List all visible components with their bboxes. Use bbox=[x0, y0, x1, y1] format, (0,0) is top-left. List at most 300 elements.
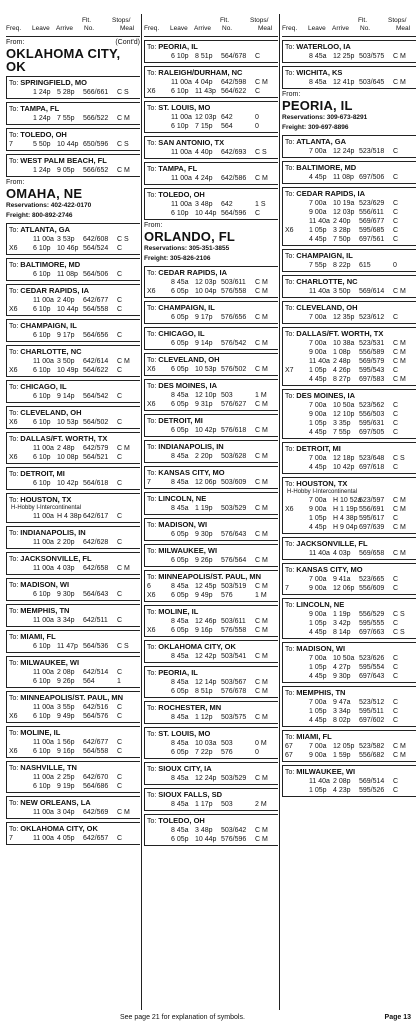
frequency: X6 bbox=[9, 454, 18, 461]
stops-meal: C bbox=[393, 655, 399, 662]
flight-row bbox=[9, 479, 140, 488]
frequency: X6 bbox=[147, 366, 156, 373]
header-arrive: Arrive bbox=[194, 25, 211, 32]
arrival-time: 4 04p bbox=[195, 79, 213, 86]
to-prefix: To: bbox=[285, 481, 297, 488]
frequency: 67 bbox=[285, 752, 293, 759]
flight-row bbox=[9, 418, 140, 427]
destination-block bbox=[144, 266, 278, 298]
flight-row bbox=[285, 52, 416, 61]
flight-number: 642/693 bbox=[221, 149, 247, 156]
stops-meal: C M bbox=[117, 809, 130, 816]
destination-name bbox=[9, 728, 140, 738]
departure-time: 11 00a bbox=[33, 669, 54, 676]
arrival-time: H 9 04p bbox=[333, 524, 358, 531]
stops-meal: C bbox=[255, 53, 261, 60]
destination-city: MOLINE, IL bbox=[158, 607, 199, 616]
destination-city: MEMPHIS, TN bbox=[296, 688, 346, 697]
stops-meal: C bbox=[393, 464, 399, 471]
destination-name bbox=[9, 225, 140, 235]
destination-block bbox=[6, 822, 140, 845]
arrival-time: 1 12p bbox=[195, 714, 213, 721]
flight-row bbox=[285, 313, 416, 322]
flight-number: 523/518 bbox=[359, 148, 385, 155]
flight-row bbox=[285, 463, 416, 472]
flight-number: 503/575 bbox=[359, 53, 385, 60]
stops-meal: C S bbox=[393, 455, 405, 462]
flight-number: 566/522 bbox=[83, 115, 109, 122]
flight-row bbox=[285, 672, 416, 681]
origin-city-block bbox=[144, 222, 278, 263]
destination-block bbox=[282, 389, 416, 439]
stops-meal: 1 M bbox=[255, 392, 267, 399]
destination-name bbox=[9, 606, 140, 616]
destination-name bbox=[9, 495, 140, 505]
frequency: X6 bbox=[9, 306, 18, 313]
arrival-time: 4 26p bbox=[333, 367, 351, 374]
flight-number: 595/685 bbox=[359, 227, 385, 234]
destination-block bbox=[282, 249, 416, 272]
flight-row bbox=[285, 217, 416, 226]
to-prefix: To: bbox=[9, 497, 21, 504]
flight-number: 576 bbox=[221, 592, 233, 599]
destination-block bbox=[6, 552, 140, 575]
stops-meal: C bbox=[117, 774, 123, 781]
destination-name bbox=[285, 600, 416, 610]
departure-time: 9 00a bbox=[309, 611, 327, 618]
arrival-time: 2 40p bbox=[333, 218, 351, 225]
destination-city: SIOUX CITY, IA bbox=[158, 764, 212, 773]
contact-line: Freight: 309-697-8896 bbox=[282, 124, 349, 131]
stops-meal: 0 bbox=[255, 123, 259, 130]
frequency: X6 bbox=[285, 506, 294, 513]
to-prefix: To: bbox=[9, 471, 21, 478]
flight-row bbox=[9, 747, 140, 756]
flight-number: 556/611 bbox=[359, 209, 384, 216]
destination-block bbox=[6, 380, 140, 403]
flight-row bbox=[9, 392, 140, 401]
destination-block bbox=[144, 762, 278, 785]
destination-name bbox=[9, 693, 140, 703]
destination-name bbox=[285, 732, 416, 742]
stops-meal: C bbox=[117, 419, 123, 426]
flight-row bbox=[147, 826, 278, 835]
destination-city: CHAMPAIGN, IL bbox=[20, 321, 77, 330]
arrival-time: 12 24p bbox=[195, 775, 217, 782]
flight-number: 523/648 bbox=[359, 455, 385, 462]
flight-row bbox=[147, 287, 278, 296]
stops-meal: C bbox=[393, 778, 399, 785]
flight-row bbox=[9, 538, 140, 547]
airport-note: H-Hobby I-Intercontinental bbox=[287, 489, 358, 495]
to-prefix: To: bbox=[285, 567, 297, 574]
to-prefix: To: bbox=[285, 331, 297, 338]
destination-block bbox=[144, 570, 278, 602]
flight-number: 523/665 bbox=[359, 576, 385, 583]
arrival-time: 11 08p bbox=[57, 271, 78, 278]
header-flt: Flt. bbox=[82, 17, 92, 24]
stops-meal: C bbox=[393, 411, 399, 418]
arrival-time: 9 16p bbox=[195, 627, 213, 634]
departure-time: 6 10p bbox=[33, 480, 51, 487]
departure-time: 1 05p bbox=[309, 664, 327, 671]
destination-block bbox=[6, 102, 140, 125]
destination-city: HOUSTON, TX bbox=[20, 495, 72, 504]
arrival-time: 4 03p bbox=[57, 565, 75, 572]
flight-number: 564/622 bbox=[83, 367, 109, 374]
frequency: X6 bbox=[9, 419, 18, 426]
destination-name bbox=[285, 644, 416, 654]
departure-time: 7 00a bbox=[309, 200, 327, 207]
destination-city: DALLAS/FT. WORTH, TX bbox=[296, 329, 384, 338]
contact-line: Reservations: 402-422-0170 bbox=[6, 202, 92, 209]
destination-name bbox=[9, 408, 140, 418]
to-prefix: To: bbox=[9, 80, 21, 87]
flight-number: 564/536 bbox=[83, 643, 109, 650]
to-prefix: To: bbox=[285, 139, 297, 146]
destination-name bbox=[147, 303, 278, 313]
stops-meal: C bbox=[393, 218, 399, 225]
to-prefix: To: bbox=[285, 393, 297, 400]
flight-number: 569/514 bbox=[359, 778, 385, 785]
flight-number: 697/505 bbox=[359, 429, 385, 436]
arrival-time: 4 05p bbox=[57, 835, 75, 842]
flight-number: 569/677 bbox=[359, 218, 385, 225]
departure-time: 7 00a bbox=[309, 699, 327, 706]
destination-block bbox=[144, 66, 278, 98]
destination-block bbox=[6, 691, 140, 723]
stops-meal: 0 bbox=[255, 114, 259, 121]
flight-row bbox=[147, 339, 278, 348]
destination-block bbox=[144, 788, 278, 811]
destination-name bbox=[9, 78, 140, 88]
frequency: X6 bbox=[285, 227, 294, 234]
stops-meal: 1 bbox=[117, 678, 121, 685]
arrival-time: 12 35p bbox=[333, 314, 355, 321]
flight-number: 576/558 bbox=[221, 288, 247, 295]
flight-row bbox=[285, 357, 416, 366]
destination-name bbox=[285, 329, 416, 339]
arrival-time: 10 53p bbox=[195, 366, 217, 373]
destination-city: TAMPA, FL bbox=[158, 164, 198, 173]
stops-meal: C bbox=[393, 585, 399, 592]
destination-name bbox=[147, 468, 278, 478]
to-prefix: To: bbox=[9, 323, 21, 330]
flight-number: 556/682 bbox=[359, 752, 385, 759]
column-3 bbox=[282, 14, 416, 1012]
to-prefix: To: bbox=[147, 548, 159, 555]
stops-meal: C bbox=[117, 783, 123, 790]
departure-time: 7 55p bbox=[309, 262, 327, 269]
destination-city: WATERLOO, IA bbox=[296, 42, 351, 51]
destination-block bbox=[282, 477, 416, 534]
arrival-time: 12 25p bbox=[333, 53, 355, 60]
column-divider bbox=[141, 14, 142, 1010]
destination-block bbox=[6, 578, 140, 601]
destination-name bbox=[147, 164, 278, 174]
departure-time: 6 10p bbox=[33, 713, 51, 720]
header-flt: Flt. bbox=[220, 17, 230, 24]
to-prefix: To: bbox=[285, 279, 297, 286]
destination-block bbox=[6, 319, 140, 342]
flight-row bbox=[147, 591, 278, 600]
to-prefix: To: bbox=[9, 556, 21, 563]
flight-number: 642/516 bbox=[83, 704, 109, 711]
stops-meal: C bbox=[117, 297, 123, 304]
departure-time: 6 10p bbox=[33, 643, 51, 650]
arrival-time: 10 44p bbox=[195, 210, 217, 217]
stops-meal: 1 S bbox=[255, 201, 266, 208]
from-label-row bbox=[144, 222, 278, 229]
flight-number: 569/579 bbox=[359, 358, 385, 365]
arrival-time: 10 42p bbox=[333, 464, 355, 471]
destination-city: KANSAS CITY, MO bbox=[296, 565, 363, 574]
departure-time: 7 00a bbox=[309, 314, 327, 321]
stops-meal: C bbox=[393, 209, 399, 216]
destination-block bbox=[144, 492, 278, 515]
departure-time: 8 45a bbox=[171, 279, 189, 286]
flight-row bbox=[9, 590, 140, 599]
to-prefix: To: bbox=[147, 70, 159, 77]
column-header bbox=[282, 14, 416, 37]
flight-row bbox=[9, 357, 140, 366]
destination-block bbox=[282, 730, 416, 762]
flight-number: 564/678 bbox=[221, 53, 247, 60]
destination-city: MADISON, WI bbox=[20, 580, 70, 589]
origin-city-block bbox=[6, 179, 140, 220]
stops-meal: C S bbox=[393, 611, 405, 618]
destination-name bbox=[285, 391, 416, 401]
departure-time: 1 05p bbox=[309, 227, 327, 234]
flight-number: 576/618 bbox=[221, 427, 247, 434]
stops-meal: C M bbox=[255, 618, 268, 625]
destination-name bbox=[9, 321, 140, 331]
stops-meal: 1 M bbox=[255, 592, 267, 599]
frequency: 7 bbox=[9, 835, 13, 842]
flight-number: 595/554 bbox=[359, 664, 385, 671]
departure-time: 6 10p bbox=[33, 393, 51, 400]
flight-number: 642/511 bbox=[83, 617, 108, 624]
from-label-row bbox=[6, 39, 140, 46]
departure-time: 11 00a bbox=[33, 358, 54, 365]
arrival-time: 10 44p bbox=[57, 141, 79, 148]
stops-meal: C M bbox=[117, 445, 130, 452]
stops-meal: C M bbox=[255, 688, 268, 695]
flight-row bbox=[9, 738, 140, 747]
flight-number: 564/622 bbox=[221, 88, 247, 95]
stops-meal: C M bbox=[255, 775, 268, 782]
destination-city: LINCOLN, NE bbox=[296, 600, 345, 609]
arrival-time: 9 05p bbox=[57, 167, 75, 174]
destination-name bbox=[147, 764, 278, 774]
to-prefix: To: bbox=[285, 769, 297, 776]
arrival-time: 10 50a bbox=[333, 402, 355, 409]
arrival-time: 12 06p bbox=[333, 585, 355, 592]
flight-number: 697/639 bbox=[359, 524, 385, 531]
flight-row bbox=[147, 452, 278, 461]
departure-time: 6 10p bbox=[33, 271, 51, 278]
flight-row bbox=[285, 366, 416, 375]
flight-number: 697/583 bbox=[359, 376, 385, 383]
flight-row bbox=[285, 654, 416, 663]
flight-number: 564/558 bbox=[83, 748, 109, 755]
stops-meal: C M bbox=[255, 279, 268, 286]
flight-row bbox=[285, 348, 416, 357]
flight-number: 564/576 bbox=[83, 713, 109, 720]
destination-name bbox=[285, 251, 416, 261]
flight-row bbox=[285, 226, 416, 235]
destination-name bbox=[9, 469, 140, 479]
departure-time: 11 40a bbox=[309, 778, 330, 785]
stops-meal: C M bbox=[255, 79, 268, 86]
stops-meal: 0 bbox=[393, 262, 397, 269]
departure-time: 11 00a bbox=[33, 513, 54, 520]
arrival-time: 2 40p bbox=[57, 297, 75, 304]
arrival-time: 10 42p bbox=[57, 480, 79, 487]
to-prefix: To: bbox=[9, 349, 21, 356]
arrival-time: 9 26p bbox=[195, 557, 213, 564]
arrival-time: 2 25p bbox=[57, 774, 75, 781]
header-no: No. bbox=[222, 25, 233, 32]
destination-block bbox=[6, 154, 140, 177]
arrival-time: 1 17p bbox=[195, 801, 213, 808]
destination-block bbox=[6, 76, 140, 99]
flight-number: 503/529 bbox=[221, 505, 247, 512]
departure-time: 7 00a bbox=[309, 576, 327, 583]
destination-name bbox=[147, 190, 278, 200]
stops-meal: C M bbox=[393, 752, 406, 759]
flight-row bbox=[9, 668, 140, 677]
destination-city: WICHITA, KS bbox=[296, 68, 343, 77]
destination-name bbox=[147, 494, 278, 504]
destination-name bbox=[147, 355, 278, 365]
destination-city: CLEVELAND, OH bbox=[20, 408, 82, 417]
flight-row bbox=[285, 208, 416, 217]
flight-row bbox=[147, 209, 278, 218]
frequency: X6 bbox=[147, 88, 156, 95]
destination-block bbox=[144, 544, 278, 567]
departure-time: 11 00a bbox=[33, 704, 54, 711]
arrival-time: 11 43p bbox=[195, 88, 216, 95]
arrival-time: 10 50a bbox=[333, 655, 355, 662]
departure-time: 7 00a bbox=[309, 655, 327, 662]
destination-name bbox=[147, 442, 278, 452]
to-prefix: To: bbox=[285, 305, 297, 312]
frequency: X6 bbox=[147, 401, 156, 408]
destination-city: CHICAGO, IL bbox=[20, 382, 67, 391]
to-prefix: To: bbox=[9, 132, 21, 139]
destination-name bbox=[147, 729, 278, 739]
arrival-time: 10 44p bbox=[195, 836, 217, 843]
flight-number: 697/506 bbox=[359, 174, 385, 181]
arrival-time: 10 49p bbox=[57, 367, 79, 374]
to-prefix: To: bbox=[147, 609, 159, 616]
flight-number: 564/542 bbox=[83, 393, 109, 400]
destination-city: MINNEAPOLIS/ST. PAUL, MN bbox=[158, 572, 262, 581]
arrival-time: 1 59p bbox=[333, 752, 351, 759]
destination-name bbox=[147, 42, 278, 52]
destination-city: ATLANTA, GA bbox=[296, 137, 347, 146]
destination-name bbox=[9, 434, 140, 444]
flight-row bbox=[147, 313, 278, 322]
flight-number: 503/611 bbox=[221, 279, 246, 286]
departure-time: 11 00a bbox=[171, 201, 192, 208]
arrival-time: 3 48p bbox=[195, 201, 213, 208]
to-prefix: To: bbox=[147, 792, 159, 799]
arrival-time: 7 55p bbox=[57, 115, 75, 122]
to-prefix: To: bbox=[9, 800, 21, 807]
stops-meal: C M bbox=[255, 340, 268, 347]
flight-number: 697/643 bbox=[359, 673, 385, 680]
to-prefix: To: bbox=[147, 357, 159, 364]
flight-row bbox=[285, 628, 416, 637]
stops-meal: C M bbox=[255, 366, 268, 373]
departure-time: 6 10p bbox=[33, 591, 51, 598]
departure-time: 11 00a bbox=[33, 539, 54, 546]
departure-time: 11 00a bbox=[33, 617, 54, 624]
destination-city: DETROIT, MI bbox=[20, 469, 65, 478]
destination-block bbox=[144, 518, 278, 541]
destination-city: CHICAGO, IL bbox=[158, 329, 205, 338]
departure-time: 8 45a bbox=[171, 827, 189, 834]
destination-city: MILWAUKEE, WI bbox=[20, 658, 80, 667]
stops-meal: 0 bbox=[255, 749, 259, 756]
destination-name bbox=[147, 520, 278, 530]
flight-number: 642/586 bbox=[221, 175, 247, 182]
departure-time: 8 45a bbox=[171, 479, 189, 486]
destination-city: KANSAS CITY, MO bbox=[158, 468, 225, 477]
flight-number: 556/691 bbox=[359, 506, 385, 513]
destination-city: MADISON, WI bbox=[296, 644, 346, 653]
arrival-time: 3 50p bbox=[333, 288, 351, 295]
to-prefix: To: bbox=[147, 105, 159, 112]
departure-time: 9 00a bbox=[309, 752, 327, 759]
stops-meal: C M bbox=[255, 627, 268, 634]
flight-number: 503 bbox=[221, 801, 233, 808]
stops-meal: C bbox=[393, 314, 399, 321]
page-number: Page 13 bbox=[384, 1014, 411, 1021]
flight-number: 642 bbox=[221, 201, 233, 208]
flight-row bbox=[147, 748, 278, 757]
flight-row bbox=[147, 800, 278, 809]
flight-number: 556/589 bbox=[359, 349, 385, 356]
to-prefix: To: bbox=[9, 608, 21, 615]
to-prefix: To: bbox=[285, 446, 297, 453]
destination-city: MINNEAPOLIS/ST. PAUL, MN bbox=[20, 693, 124, 702]
flight-row bbox=[9, 616, 140, 625]
destination-city: OKLAHOMA CITY, OK bbox=[20, 824, 98, 833]
arrival-time: H 1 19p bbox=[333, 506, 358, 513]
stops-meal: C M bbox=[393, 506, 406, 513]
stops-meal: C bbox=[117, 713, 123, 720]
flight-number: 576 bbox=[221, 749, 233, 756]
to-prefix: To: bbox=[9, 634, 21, 641]
flight-row bbox=[9, 453, 140, 462]
stops-meal: C M bbox=[255, 453, 268, 460]
flight-number: 642/617 bbox=[83, 513, 109, 520]
flight-number: 595/631 bbox=[359, 420, 385, 427]
destination-block bbox=[6, 223, 140, 255]
destination-city: DETROIT, MI bbox=[296, 444, 341, 453]
from-label: From: bbox=[144, 222, 163, 229]
stops-meal: C M bbox=[255, 679, 268, 686]
frequency: X6 bbox=[9, 748, 18, 755]
flight-number: 697/663 bbox=[359, 629, 385, 636]
arrival-time: 12 03p bbox=[195, 114, 217, 121]
frequency: X6 bbox=[9, 713, 18, 720]
destination-city: OKLAHOMA CITY, OK bbox=[158, 642, 236, 651]
departure-time: 6 10p bbox=[33, 245, 51, 252]
